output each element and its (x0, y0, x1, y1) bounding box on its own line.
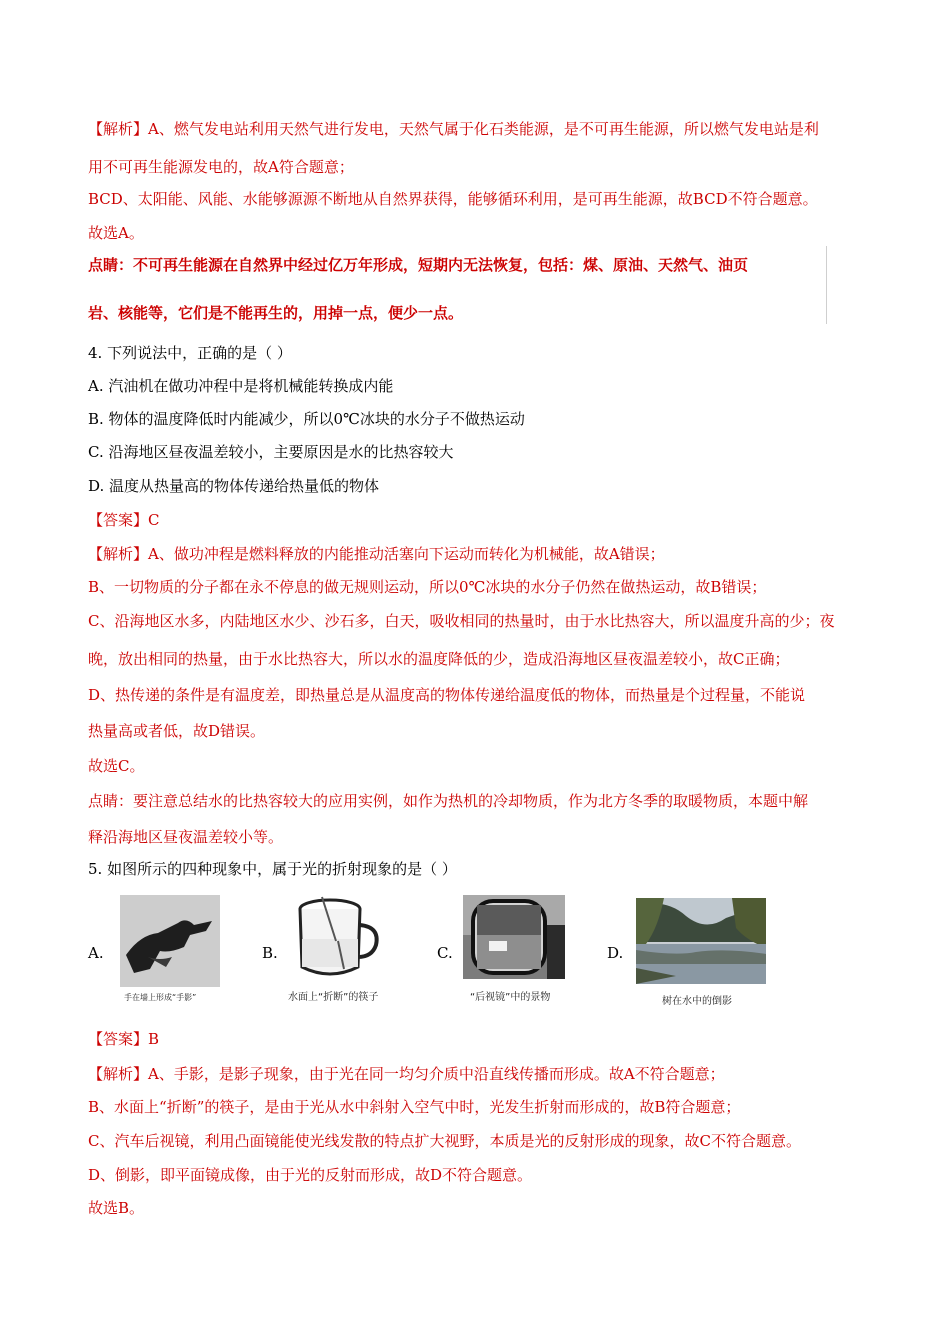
analysis-line: D、倒影，即平面镜成像，由于光的反射而形成，故D不符合题意。 (88, 1166, 533, 1184)
option-b: B. 物体的温度降低时内能减少，所以0℃冰块的水分子不做热运动 (88, 410, 525, 428)
analysis-line: 【解析】A、燃气发电站利用天然气进行发电，天然气属于化石类能源，是不可再生能源，所以燃气发电站是利 (88, 120, 819, 138)
image-caption: 水面上“折断”的筷子 (288, 992, 379, 1003)
analysis-line: 【解析】A、做功冲程是燃料释放的内能推动活塞向下运动而转化为机械能，故A错误； (88, 545, 665, 563)
analysis-line: 晚，放出相同的热量，由于水比热容大，所以水的温度降低的少，造成沿海地区昼夜温差较小，故C正确； (88, 650, 790, 668)
option-letter: A. (88, 944, 104, 962)
option-letter: D. (607, 944, 624, 962)
tip-line: 点睛：不可再生能源在自然界中经过亿万年形成，短期内无法恢复，包括：煤、原油、天然气、油页 (88, 256, 749, 274)
cup-image (292, 895, 382, 985)
option-d: D. 温度从热量高的物体传递给热量低的物体 (88, 477, 380, 495)
tree-reflection-image (636, 898, 766, 984)
option-letter: B. (262, 944, 278, 962)
analysis-line: 故选B。 (88, 1199, 145, 1217)
analysis-line: C、沿海地区水多，内陆地区水少、沙石多，白天，吸收相同的热量时，由于水比热容大，所以温度升高的少；夜 (88, 612, 835, 630)
tip-line: 岩、核能等，它们是不能再生的，用掉一点，便少一点。 (88, 304, 464, 322)
analysis-line: 用不可再生能源发电的，故A符合题意； (88, 158, 354, 176)
tip-line: 释沿海地区昼夜温差较小等。 (88, 828, 284, 846)
option-c: C. 沿海地区昼夜温差较小，主要原因是水的比热容较大 (88, 443, 454, 461)
analysis-line: 故选C。 (88, 757, 145, 775)
answer-label: 【答案】B (88, 1030, 160, 1048)
analysis-line: 热量高或者低，故D错误。 (88, 722, 266, 740)
image-caption: 树在水中的倒影 (662, 996, 732, 1007)
analysis-line: 故选A。 (88, 224, 144, 242)
analysis-line: B、水面上“折断”的筷子，是由于光从水中斜射入空气中时，光发生折射而形成的，故B符合题意； (88, 1098, 741, 1116)
analysis-line: D、热传递的条件是有温度差，即热量总是从温度高的物体传递给温度低的物体，而热量是个过程量，不能说 (88, 686, 806, 704)
tip-line: 点睛：要注意总结水的比热容较大的应用实例，如作为热机的冷却物质，作为北方冬季的取暖物质，本题中解 (88, 792, 809, 810)
hand-shadow-image (120, 895, 220, 987)
option-a: A. 汽油机在做功冲程中是将机械能转换成内能 (88, 377, 394, 395)
analysis-line: BCD、太阳能、风能、水能够源源不断地从自然界获得，能够循环利用，是可再生能源，故BCD不符合题意。 (88, 190, 818, 208)
rearview-mirror-image (463, 895, 565, 979)
analysis-line: C、汽车后视镜，利用凸面镜能使光线发散的特点扩大视野，本质是光的反射形成的现象，故C不符合题意。 (88, 1132, 801, 1150)
answer-label: 【答案】C (88, 511, 160, 529)
question-stem: 5. 如图所示的四种现象中，属于光的折射现象的是（ ） (88, 860, 457, 878)
analysis-line: 【解析】A、手影，是影子现象，由于光在同一均匀介质中沿直线传播而形成。故A不符合题意； (88, 1065, 725, 1083)
option-letter: C. (437, 944, 453, 962)
tip-box (86, 246, 827, 324)
question-stem: 4. 下列说法中，正确的是（ ） (88, 344, 292, 362)
analysis-line: B、一切物质的分子都在永不停息的做无规则运动，所以0℃冰块的水分子仍然在做热运动，故B错误； (88, 578, 767, 596)
image-caption: “后视镜”中的景物 (470, 992, 551, 1003)
image-caption: 手在墙上形成“手影” (124, 993, 197, 1002)
